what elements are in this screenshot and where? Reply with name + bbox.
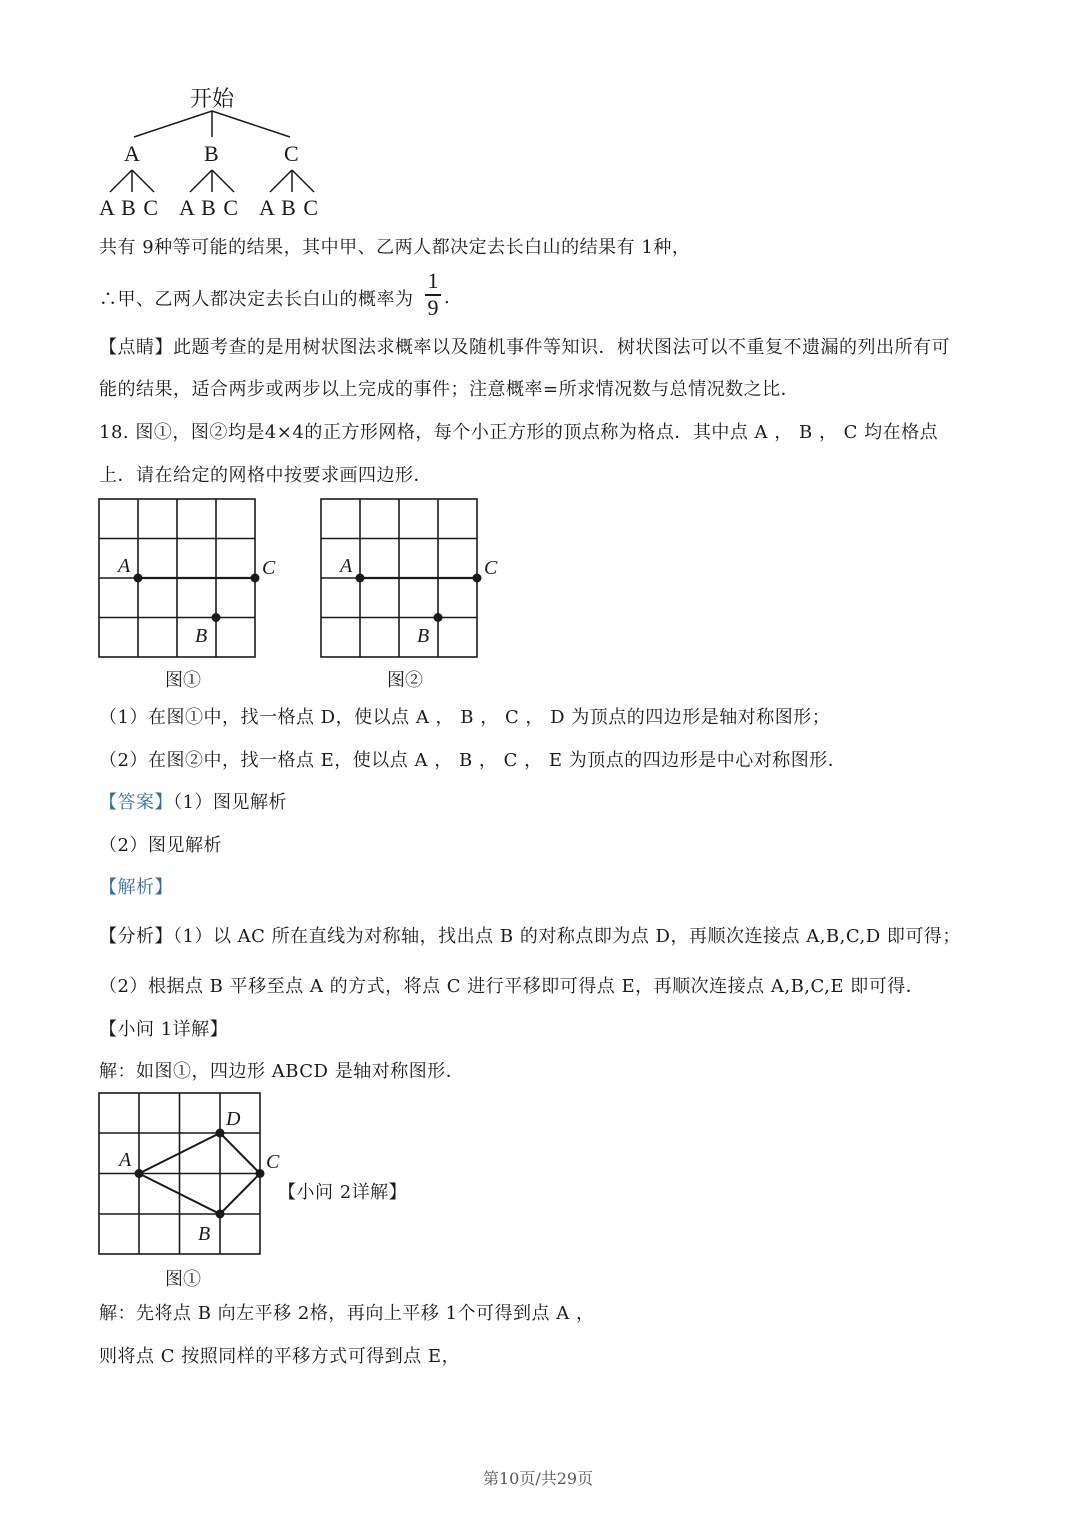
point-a	[356, 574, 365, 583]
point-c	[251, 574, 260, 583]
point-b	[216, 1210, 225, 1219]
answer-label: 【答案】	[99, 792, 173, 813]
result-count-text: 共有 9种等可能的结果，其中甲、乙两人都决定去长白山的结果有 1种，	[99, 237, 691, 258]
probability-prefix: ∴甲、乙两人都决定去长白山的概率为	[99, 289, 414, 310]
figure-3-caption: 图①	[165, 1269, 201, 1290]
part-2-heading: 【小问 2详解】	[278, 1182, 408, 1203]
point-b	[434, 613, 443, 622]
page-footer: 第10页/共29页	[483, 1469, 594, 1488]
label-a: A	[119, 1149, 132, 1171]
question-18-line1: 18. 图①，图②均是4×4的正方形网格，每个小正方形的顶点称为格点．其中点 A ， B ， C 均在格点	[99, 422, 939, 443]
tree-leaves-c: A B C	[259, 195, 319, 220]
grid-figure-2	[310, 488, 520, 673]
jiexi-label: 【解析】	[99, 877, 173, 898]
tree-leaves-b: A B C	[179, 195, 239, 220]
part-1-solution: 解：如图①，四边形 ABCD 是轴对称图形．	[99, 1061, 465, 1082]
label-b: B	[195, 625, 208, 647]
label-a: A	[118, 555, 131, 577]
point-a	[134, 574, 143, 583]
question-18-line2: 上．请在给定的网格中按要求画四边形．	[99, 465, 432, 486]
subquestion-2: （2）在图②中，找一格点 E，使以点 A ， B ， C ， E 为顶点的四边形是中心对称图形．	[99, 750, 847, 771]
label-b: B	[198, 1223, 211, 1245]
tree-leaves-a: A B C	[99, 195, 159, 220]
analysis-line-1: 【分析】（1）以 AC 所在直线为对称轴，找出点 B 的对称点即为点 D，再顺次连接点 A,B,C,D 即可得；	[99, 926, 961, 947]
fraction-numerator: 1	[427, 268, 439, 293]
label-c: C	[262, 557, 276, 579]
label-c: C	[484, 557, 498, 579]
answer-2: （2）图见解析	[99, 835, 222, 856]
figure-1-caption: 图①	[165, 670, 201, 691]
dianjing-line2: 能的结果，适合两步或两步以上完成的事件；注意概率=所求情况数与总情况数之比．	[99, 379, 800, 400]
tree-node-a: A	[124, 141, 140, 166]
point-a	[135, 1169, 144, 1178]
dianjing-line1: 【点睛】此题考查的是用树状图法求概率以及随机事件等知识．树状图法可以不重复不遗漏的列出所有可	[99, 337, 950, 358]
label-c: C	[266, 1151, 280, 1173]
tree-node-b: B	[204, 141, 219, 166]
tree-node-c: C	[284, 141, 299, 166]
probability-suffix: .	[444, 287, 451, 308]
point-b	[212, 613, 221, 622]
answer-line-1	[99, 788, 287, 814]
part-1-heading: 【小问 1详解】	[99, 1019, 229, 1040]
part-2-solution-1: 解：先将点 B 向左平移 2格，再向上平移 1个可得到点 A ，	[99, 1303, 595, 1324]
label-a: A	[340, 555, 353, 577]
answer-1: （1）图见解析	[173, 792, 287, 813]
part-2-solution-2: 则将点 C 按照同样的平移方式可得到点 E，	[99, 1346, 461, 1367]
point-c	[473, 574, 482, 583]
point-d	[216, 1129, 225, 1138]
analysis-line-2: （2）根据点 B 平移至点 A 的方式，将点 C 进行平移即可得点 E，再顺次连接点 A,B,C,E 即可得．	[99, 976, 925, 997]
figure-2-caption: 图②	[387, 670, 423, 691]
grid-figure-1	[88, 488, 298, 673]
point-c	[256, 1169, 265, 1178]
label-b: B	[417, 625, 430, 647]
fraction-denominator: 9	[427, 295, 439, 320]
grid-figure-solution	[88, 1082, 298, 1267]
label-d: D	[226, 1108, 241, 1130]
probability-text	[99, 285, 414, 311]
tree-root: 开始	[190, 86, 235, 111]
subquestion-1: （1）在图①中，找一格点 D，使以点 A ， B ， C ， D 为顶点的四边形是轴对称图形；	[99, 707, 831, 728]
